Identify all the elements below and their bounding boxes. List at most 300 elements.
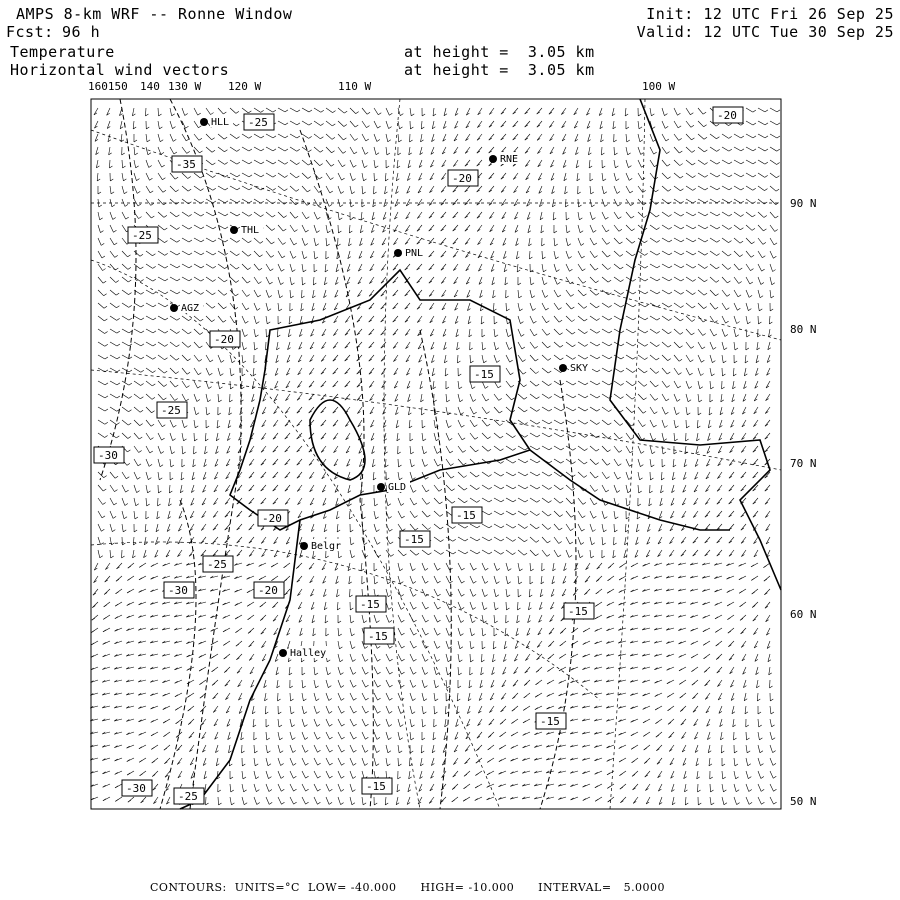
wind-barb — [410, 576, 416, 583]
wind-barb — [590, 446, 599, 451]
wind-barb — [767, 368, 770, 375]
wind-barb — [326, 745, 333, 752]
wind-barb — [274, 394, 278, 401]
wind-barb — [595, 628, 602, 631]
wind-barb — [458, 589, 464, 596]
wind-barb — [686, 121, 694, 127]
wind-barb — [274, 537, 278, 544]
wind-barb — [242, 329, 248, 337]
wind-barb — [770, 797, 777, 804]
wind-barb — [96, 147, 99, 155]
wind-barb — [453, 771, 458, 777]
wind-barb — [685, 797, 688, 805]
wind-barb — [254, 108, 264, 112]
wind-barb — [698, 355, 704, 362]
wind-barb — [206, 316, 215, 322]
wind-barb — [686, 303, 695, 308]
wind-barb — [602, 316, 612, 320]
wind-barb — [630, 641, 638, 643]
wind-barb — [631, 719, 638, 722]
wind-barb — [590, 550, 594, 558]
wind-barb — [514, 212, 518, 219]
wind-barb — [205, 433, 208, 441]
wind-barb — [249, 550, 254, 556]
wind-barb — [314, 238, 319, 246]
wind-barb — [326, 121, 335, 126]
wind-barb — [542, 420, 552, 424]
wind-barb — [248, 628, 254, 633]
map-title: AMPS 8-km WRF -- Ronne Window — [16, 5, 293, 23]
wind-barb — [110, 290, 119, 295]
wind-barb — [362, 537, 367, 545]
wind-barb — [350, 108, 359, 114]
wind-barb — [134, 420, 143, 426]
wind-barb — [338, 784, 344, 791]
wind-barb — [314, 147, 323, 152]
wind-barb — [297, 394, 302, 400]
wind-barb — [662, 186, 671, 191]
wind-barb — [434, 446, 440, 453]
wind-barb — [350, 160, 356, 167]
wind-barb — [324, 290, 327, 298]
wind-barb — [110, 407, 120, 411]
wind-barb — [650, 238, 660, 242]
wind-barb — [630, 693, 638, 695]
wind-barb — [650, 407, 657, 414]
wind-barb — [441, 173, 446, 180]
wind-barb — [578, 394, 588, 398]
wind-barb — [650, 264, 660, 268]
wind-barb — [659, 524, 662, 531]
wind-barb — [578, 472, 587, 477]
wind-barb — [386, 550, 394, 556]
wind-barb — [534, 732, 542, 735]
wind-barb — [443, 745, 446, 752]
wind-barb — [514, 654, 518, 661]
wind-barb — [333, 394, 338, 400]
wind-barb — [386, 680, 393, 687]
wind-barb — [465, 199, 470, 205]
wind-barb — [454, 147, 458, 154]
wind-barb — [470, 641, 474, 649]
wind-barb — [510, 797, 518, 799]
wind-barb — [138, 628, 146, 630]
wind-barb — [170, 199, 179, 204]
wind-barb — [278, 290, 283, 298]
wind-barb — [324, 277, 327, 285]
wind-barb — [574, 121, 578, 128]
wind-barb — [746, 342, 749, 350]
wind-barb — [434, 719, 437, 727]
wind-barb — [94, 108, 98, 115]
wind-barb — [151, 706, 158, 709]
wind-barb — [362, 706, 369, 713]
wind-barb — [710, 355, 715, 363]
wind-barb — [494, 537, 504, 541]
wind-barb — [278, 134, 288, 138]
wind-barb — [698, 394, 702, 402]
wind-barb — [362, 667, 368, 674]
wind-barb — [554, 433, 564, 437]
wind-barb — [254, 342, 258, 350]
wind-barb — [530, 537, 539, 542]
wind-barb — [338, 797, 344, 805]
wind-barb — [746, 173, 756, 177]
wind-barb — [691, 667, 698, 672]
wind-barb — [518, 576, 522, 584]
wind-barb — [686, 368, 693, 375]
wind-barb — [674, 251, 684, 255]
wind-barb — [410, 706, 415, 714]
wind-barb — [717, 524, 722, 530]
wind-barb — [386, 472, 389, 480]
wind-barb — [446, 550, 456, 554]
wind-barb — [710, 342, 716, 349]
wind-barb — [98, 420, 108, 424]
wind-barb — [370, 394, 374, 401]
wind-barb — [732, 394, 735, 402]
wind-barb — [578, 355, 588, 359]
wind-barb — [217, 420, 220, 428]
wind-barb — [273, 485, 278, 491]
wind-barb — [441, 784, 446, 790]
wind-barb — [658, 537, 662, 544]
wind-barb — [566, 524, 573, 531]
wind-barb — [678, 589, 686, 591]
wind-barb — [654, 589, 662, 591]
wind-barb — [242, 251, 251, 256]
wind-barb — [638, 147, 644, 155]
wind-barb — [338, 719, 345, 726]
wind-barb — [743, 667, 746, 674]
wind-barb — [445, 368, 448, 376]
wind-barb — [287, 355, 290, 362]
wind-barb — [333, 368, 338, 374]
wind-barb — [734, 316, 740, 324]
wind-barb — [710, 134, 719, 139]
wind-barb — [229, 407, 232, 415]
wind-barb — [408, 160, 411, 168]
wind-barb — [566, 446, 576, 450]
wind-barb — [410, 121, 413, 129]
wind-barb — [446, 589, 453, 596]
wind-barb — [297, 433, 302, 439]
wind-barb — [582, 693, 590, 695]
wind-barb — [396, 797, 399, 805]
wind-barb — [718, 459, 722, 466]
wind-barb — [102, 667, 110, 670]
wind-barb — [278, 173, 288, 177]
wind-barb — [170, 316, 180, 320]
wind-barb — [146, 173, 152, 180]
wind-barb — [571, 667, 578, 670]
wind-barb — [534, 771, 542, 773]
wind-barb — [619, 563, 626, 568]
wind-barb — [146, 459, 152, 466]
wind-barb — [122, 316, 132, 320]
wind-barb — [422, 446, 427, 454]
wind-barb — [242, 745, 245, 753]
wind-barb — [410, 485, 416, 492]
wind-barb — [309, 459, 314, 465]
wind-barb — [397, 160, 400, 168]
wind-barb — [686, 160, 695, 165]
wind-barb — [566, 381, 576, 385]
wind-barb — [506, 550, 515, 555]
wind-barb — [433, 108, 436, 116]
wind-barb — [110, 277, 119, 283]
wind-barb — [550, 134, 554, 141]
wind-barb — [753, 628, 758, 635]
wind-barb — [347, 472, 350, 479]
wind-barb — [770, 277, 775, 285]
grid-line-diag — [91, 260, 500, 809]
wind-barb — [252, 394, 255, 402]
wind-barb — [126, 693, 134, 695]
wind-barb — [554, 381, 564, 385]
wind-barb — [337, 524, 340, 532]
wind-barb — [494, 342, 499, 350]
wind-barb — [631, 706, 638, 709]
wind-barb — [482, 641, 485, 649]
wind-barb — [746, 745, 750, 753]
station-dot — [559, 364, 567, 372]
wind-barb — [477, 160, 482, 166]
wind-barb — [98, 511, 105, 518]
wind-barb — [216, 433, 219, 441]
wind-barb — [134, 368, 144, 372]
wind-barb — [350, 589, 353, 597]
wind-barb — [286, 537, 290, 544]
wind-barb — [525, 654, 530, 661]
wind-barb — [429, 303, 434, 310]
station-dot — [230, 226, 238, 234]
wind-barb — [477, 134, 482, 140]
wind-barb — [194, 446, 197, 454]
wind-barb — [188, 719, 194, 725]
station-dot — [200, 118, 208, 126]
wind-barb — [398, 563, 403, 571]
wind-barb — [554, 498, 563, 503]
wind-barb — [470, 433, 478, 439]
wind-barb — [422, 654, 428, 661]
wind-barb — [679, 654, 686, 657]
wind-barb — [744, 368, 747, 376]
wind-barb — [631, 563, 638, 567]
wind-barb — [515, 641, 518, 648]
wind-barb — [302, 134, 312, 138]
wind-barb — [114, 680, 122, 682]
wind-barb — [626, 342, 636, 346]
wind-barb — [470, 550, 480, 554]
wind-barb — [443, 134, 446, 141]
wind-barb — [374, 147, 379, 155]
wind-barb — [562, 134, 566, 141]
wind-barb — [662, 147, 670, 154]
wind-barb — [707, 732, 710, 740]
wind-barb — [674, 108, 680, 115]
wind-barb — [729, 485, 734, 491]
wind-barb — [91, 628, 98, 633]
wind-barb — [266, 264, 273, 271]
wind-barb — [642, 602, 650, 604]
wind-barb — [182, 459, 185, 467]
wind-barb — [266, 784, 272, 791]
wind-barb — [398, 680, 404, 687]
contour-label: -15 — [404, 533, 424, 546]
wind-barb — [479, 277, 482, 284]
wind-barb — [720, 719, 723, 727]
wind-barb — [590, 355, 600, 359]
wind-barb — [162, 641, 170, 643]
wind-barb — [643, 693, 650, 696]
contour-labels — [94, 107, 743, 804]
wind-barb — [369, 316, 374, 322]
wind-barb — [686, 277, 696, 281]
wind-barb — [602, 160, 605, 168]
wind-barb — [311, 602, 314, 609]
wind-barb — [285, 459, 290, 465]
wind-barb — [491, 680, 494, 687]
wind-barb — [170, 238, 180, 242]
wind-barb — [334, 316, 338, 323]
wind-barb — [362, 108, 370, 114]
wind-barb — [566, 420, 576, 424]
wind-barb — [262, 550, 266, 557]
wind-barb — [530, 511, 540, 516]
wind-barb — [742, 654, 746, 661]
wind-barb — [614, 472, 621, 479]
wind-barb — [482, 563, 488, 570]
wind-barb — [325, 615, 328, 623]
wind-barb — [278, 732, 283, 740]
wind-barb — [206, 134, 215, 140]
wind-barb — [452, 784, 458, 789]
wind-barb — [370, 264, 374, 271]
wind-barb — [470, 446, 478, 452]
wind-barb — [554, 524, 562, 530]
wind-barb — [614, 264, 623, 269]
wind-barb — [654, 563, 662, 566]
wind-barb — [254, 264, 262, 270]
wind-barb — [626, 433, 634, 439]
wind-barb — [698, 290, 707, 295]
wind-barb — [206, 212, 216, 216]
wind-barb — [178, 771, 182, 778]
wind-barb — [530, 303, 536, 311]
wind-barb — [517, 602, 520, 610]
wind-barb — [122, 420, 131, 425]
wind-barb — [734, 251, 743, 257]
wind-barb — [333, 433, 338, 439]
wind-barb — [198, 628, 206, 631]
wind-barb — [734, 355, 737, 363]
wind-barb — [585, 576, 590, 582]
wind-barb — [620, 784, 626, 789]
wind-barb — [562, 589, 566, 596]
wind-barb — [493, 641, 496, 649]
wind-barb — [718, 446, 722, 453]
wind-barb — [110, 225, 116, 232]
station-label: RNE — [500, 154, 519, 165]
wind-barb — [719, 433, 722, 440]
wind-barb — [338, 732, 345, 739]
wind-barb — [650, 290, 660, 294]
wind-barb — [693, 537, 698, 543]
wind-barb — [321, 394, 326, 400]
wind-barb — [506, 537, 516, 541]
wind-barb — [770, 173, 779, 178]
wind-barb — [158, 225, 167, 230]
wind-barb — [638, 277, 648, 281]
wind-barb — [455, 108, 458, 115]
wind-barb — [710, 771, 713, 779]
wind-barb — [266, 238, 274, 244]
wind-barb — [650, 225, 660, 230]
wind-barb — [546, 732, 554, 734]
wind-barb — [434, 628, 440, 635]
wind-barb — [117, 563, 122, 569]
wind-barb — [158, 147, 164, 154]
wind-barb — [619, 745, 626, 749]
wind-barb — [386, 537, 393, 544]
wind-barb — [372, 212, 375, 220]
wind-barb — [237, 511, 242, 517]
wind-barb — [614, 199, 621, 206]
wind-barb — [249, 472, 254, 478]
contour-label: -20 — [452, 172, 472, 185]
wind-barb — [98, 212, 103, 220]
wind-barb — [756, 667, 759, 675]
wind-barb — [374, 693, 381, 700]
wind-barb — [607, 745, 614, 748]
wind-barb — [222, 589, 230, 592]
wind-barb — [638, 173, 645, 180]
wind-barb — [566, 433, 576, 437]
wind-barb — [314, 199, 321, 206]
wind-barb — [704, 654, 710, 659]
wind-barb — [650, 316, 660, 320]
wind-barb — [741, 433, 746, 440]
wind-barb — [537, 121, 542, 127]
wind-barb — [614, 173, 619, 181]
wind-barb — [422, 693, 427, 701]
wind-barb — [770, 680, 773, 688]
wind-barb — [302, 199, 310, 205]
wind-barb — [290, 745, 296, 753]
wind-barb — [299, 342, 302, 349]
wind-barb — [516, 238, 519, 246]
wind-barb — [216, 758, 219, 766]
contour-label: -15 — [368, 630, 388, 643]
wind-barb — [350, 706, 357, 713]
wind-barb — [299, 329, 302, 337]
wind-barb — [674, 121, 681, 128]
wind-barb — [529, 238, 532, 246]
wind-barb — [442, 303, 446, 310]
wind-barb — [206, 264, 216, 268]
wind-barb — [158, 394, 166, 400]
contour-label: -15 — [456, 509, 476, 522]
wind-barb — [721, 394, 724, 402]
wind-barb — [265, 706, 268, 714]
wind-barb — [139, 745, 146, 749]
wind-barb — [710, 784, 714, 792]
wind-barb — [502, 225, 506, 232]
wind-barb — [482, 602, 487, 610]
station-label: Halley — [290, 648, 327, 659]
wind-barb — [326, 173, 333, 180]
